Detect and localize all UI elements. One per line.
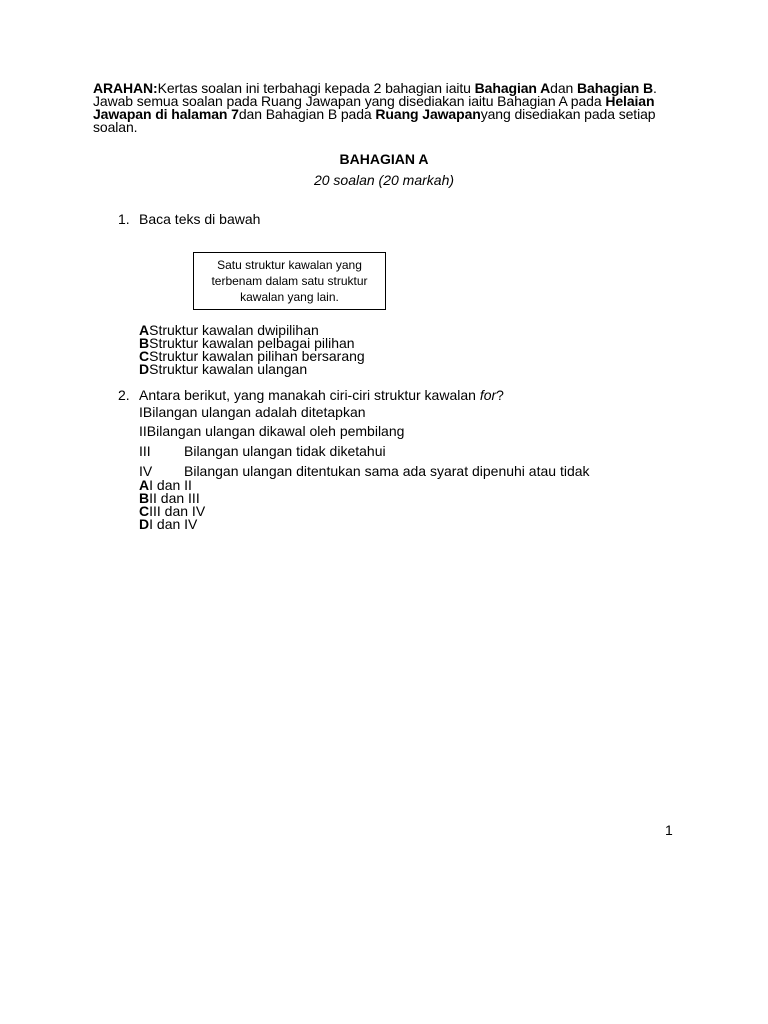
q2-number: 2.	[118, 387, 130, 403]
q2-text-after: ?	[496, 387, 504, 403]
q1-box-text: Satu struktur kawalan yang terbenam dalam satu struktur kawalan yang lain.	[211, 258, 368, 304]
statement-text: Bilangan ulangan ditentukan sama ada syarat dipenuhi atau tidak	[184, 463, 590, 479]
option-letter: B	[139, 490, 150, 506]
q2-statement-iii	[139, 443, 386, 459]
option-text: III dan IV	[149, 503, 206, 519]
option-text: Struktur kawalan dwipilihan	[149, 322, 319, 338]
instructions-text-5: yang disediakan pada setiap soalan.	[93, 106, 656, 135]
q1-option-d[interactable]	[139, 363, 365, 376]
q2-option-d[interactable]	[139, 518, 205, 531]
option-text: Struktur kawalan ulangan	[149, 361, 308, 377]
option-text: II dan III	[149, 490, 200, 506]
statement-roman: II	[139, 423, 147, 439]
q1-text: Baca teks di bawah	[139, 211, 261, 227]
q2-statement-iv	[139, 463, 590, 479]
instructions-text-2: dan	[550, 80, 578, 96]
q1-text-box	[193, 252, 386, 310]
statement-roman: I	[139, 404, 143, 420]
instructions-label: ARAHAN:	[93, 80, 158, 96]
option-text: Struktur kawalan pilihan bersarang	[149, 348, 365, 364]
q2-statement-i	[139, 404, 366, 420]
section-title: BAHAGIAN A	[339, 151, 429, 167]
statement-roman: III	[139, 443, 151, 459]
q2-statement-ii	[139, 423, 404, 439]
instructions-bold-2: Bahagian B	[577, 80, 654, 96]
q2-text	[139, 387, 504, 403]
option-text: Struktur kawalan pelbagai pilihan	[149, 335, 355, 351]
option-letter: B	[139, 335, 150, 351]
instructions-text-4: dan Bahagian B pada	[238, 106, 376, 122]
statement-text: Bilangan ulangan tidak diketahui	[184, 443, 386, 459]
option-letter: C	[139, 503, 150, 519]
instructions-text-3: . Jawab semua soalan pada Ruang Jawapan yang disediakan iaitu Bahagian A pada	[93, 80, 657, 109]
statement-text: Bilangan ulangan adalah ditetapkan	[142, 404, 366, 420]
statement-roman: IV	[139, 463, 153, 479]
option-letter: A	[139, 322, 150, 338]
instructions-text-1: Kertas soalan ini terbahagi kepada 2 bahagian iaitu	[157, 80, 475, 96]
option-text: I dan IV	[149, 516, 198, 532]
instructions-bold-3: Helaian Jawapan di halaman 7	[93, 93, 655, 122]
q1-options	[139, 324, 365, 376]
instructions-bold-1: Bahagian A	[474, 80, 551, 96]
page-number: 1	[665, 822, 673, 838]
option-letter: D	[139, 361, 150, 377]
option-letter: D	[139, 516, 150, 532]
q2-options	[139, 479, 205, 531]
option-text: I dan II	[149, 477, 192, 493]
statement-text: Bilangan ulangan dikawal oleh pembilang	[146, 423, 405, 439]
instructions-bold-4: Ruang Jawapan	[375, 106, 481, 122]
option-letter: C	[139, 348, 150, 364]
option-letter: A	[139, 477, 150, 493]
q1-number: 1.	[118, 211, 130, 227]
section-subtitle: 20 soalan (20 markah)	[313, 172, 455, 188]
instructions	[93, 82, 683, 134]
q2-text-before: Antara berikut, yang manakah ciri-ciri struktur kawalan	[139, 387, 480, 403]
q2-text-italic: for	[479, 387, 497, 403]
